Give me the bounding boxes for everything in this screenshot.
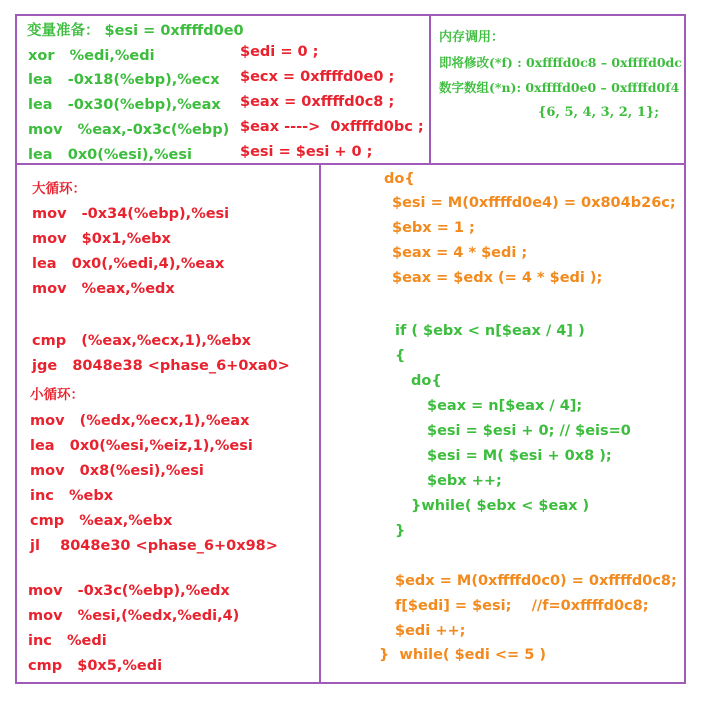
small-loop-title: 小循环： bbox=[30, 387, 84, 403]
small-loop-line: inc %ebx bbox=[30, 488, 114, 504]
tail-line: inc %edi bbox=[28, 633, 107, 649]
prep-asm-line: mov %eax,-0x3c(%ebp) bbox=[28, 122, 230, 138]
pseudo-if: if ( $ebx < n[$eax / 4] ) bbox=[395, 323, 585, 339]
pseudo-brace-open: { bbox=[395, 348, 406, 364]
pseudo-line: $eax = $edx (= 4 * $edi ); bbox=[392, 270, 603, 286]
pseudo-inner-line: $esi = $esi + 0; // $eis=0 bbox=[427, 423, 631, 439]
prep-note-line: $eax ----> 0xffffd0bc ; bbox=[240, 119, 424, 135]
small-loop-line: mov 0x8(%esi),%esi bbox=[30, 463, 204, 479]
small-loop-line: lea 0x0(%esi,%eiz,1),%esi bbox=[30, 438, 253, 454]
pseudo-line: $ebx = 1 ; bbox=[392, 220, 475, 236]
big-loop-line: lea 0x0(,%edi,4),%eax bbox=[32, 256, 225, 272]
prep-asm-line: xor %edi,%edi bbox=[28, 48, 155, 64]
memory-f-range: 即将修改(*f) : 0xffffd0c8 – 0xffffd0dc bbox=[439, 55, 682, 70]
memory-n-range: 数字数组(*n): 0xffffd0e0 – 0xffffd0f4 bbox=[439, 80, 680, 95]
big-loop-line: jge 8048e38 <phase_6+0xa0> bbox=[32, 358, 290, 374]
prep-asm-line: lea 0x0(%esi),%esi bbox=[28, 147, 192, 163]
prep-note-line: $ecx = 0xffffd0e0 ; bbox=[240, 69, 395, 85]
tail-line: mov %esi,(%edx,%edi,4) bbox=[28, 608, 240, 624]
prep-note-line: $eax = 0xffffd0c8 ; bbox=[240, 94, 395, 110]
prep-note-line: $esi = $esi + 0 ; bbox=[240, 144, 373, 160]
big-loop-line: mov %eax,%edx bbox=[32, 281, 175, 297]
pseudo-inner-line: $ebx ++; bbox=[427, 473, 502, 489]
pseudo-inner-line: $esi = M( $esi + 0x8 ); bbox=[427, 448, 612, 464]
small-loop-line: cmp %eax,%ebx bbox=[30, 513, 173, 529]
pseudo-inner-line: $eax = n[$eax / 4]; bbox=[427, 398, 583, 414]
big-loop-title: 大循环： bbox=[32, 181, 86, 197]
big-loop-line: cmp (%eax,%ecx,1),%ebx bbox=[32, 333, 252, 349]
memory-n-values: {6, 5, 4, 3, 2, 1}; bbox=[538, 105, 660, 120]
memory-title: 内存调用： bbox=[439, 30, 505, 45]
prep-asm-line: lea -0x18(%ebp),%ecx bbox=[28, 72, 220, 88]
pseudo-line: $esi = M(0xffffd0e4) = 0x804b26c; bbox=[392, 195, 676, 211]
pseudo-tail-line: $edi ++; bbox=[395, 623, 466, 639]
small-loop-line: mov (%edx,%ecx,1),%eax bbox=[30, 413, 250, 429]
prep-title: 变量准备： $esi = 0xffffd0e0 bbox=[27, 23, 244, 39]
small-loop-line: jl 8048e30 <phase_6+0x98> bbox=[30, 538, 278, 554]
prep-note-line: $edi = 0 ; bbox=[240, 44, 319, 60]
big-loop-line: mov $0x1,%ebx bbox=[32, 231, 171, 247]
tail-line: mov -0x3c(%ebp),%edx bbox=[28, 583, 230, 599]
prep-asm-line: lea -0x30(%ebp),%eax bbox=[28, 97, 221, 113]
pseudo-inner-do: do{ bbox=[411, 373, 442, 389]
pseudo-do-open: do{ bbox=[384, 171, 415, 187]
pseudo-inner-while: }while( $ebx < $eax ) bbox=[411, 498, 590, 514]
tail-line: cmp $0x5,%edi bbox=[28, 658, 163, 674]
big-loop-line: mov -0x34(%ebp),%esi bbox=[32, 206, 230, 222]
pseudo-line: $eax = 4 * $edi ; bbox=[392, 245, 528, 261]
pseudo-tail-line: f[$edi] = $esi; //f=0xffffd0c8; bbox=[395, 598, 649, 614]
pseudo-brace-close: } bbox=[395, 523, 406, 539]
pseudo-outer-while: } while( $edi <= 5 ) bbox=[379, 647, 547, 663]
pseudo-tail-line: $edx = M(0xffffd0c0) = 0xffffd0c8; bbox=[395, 573, 677, 589]
